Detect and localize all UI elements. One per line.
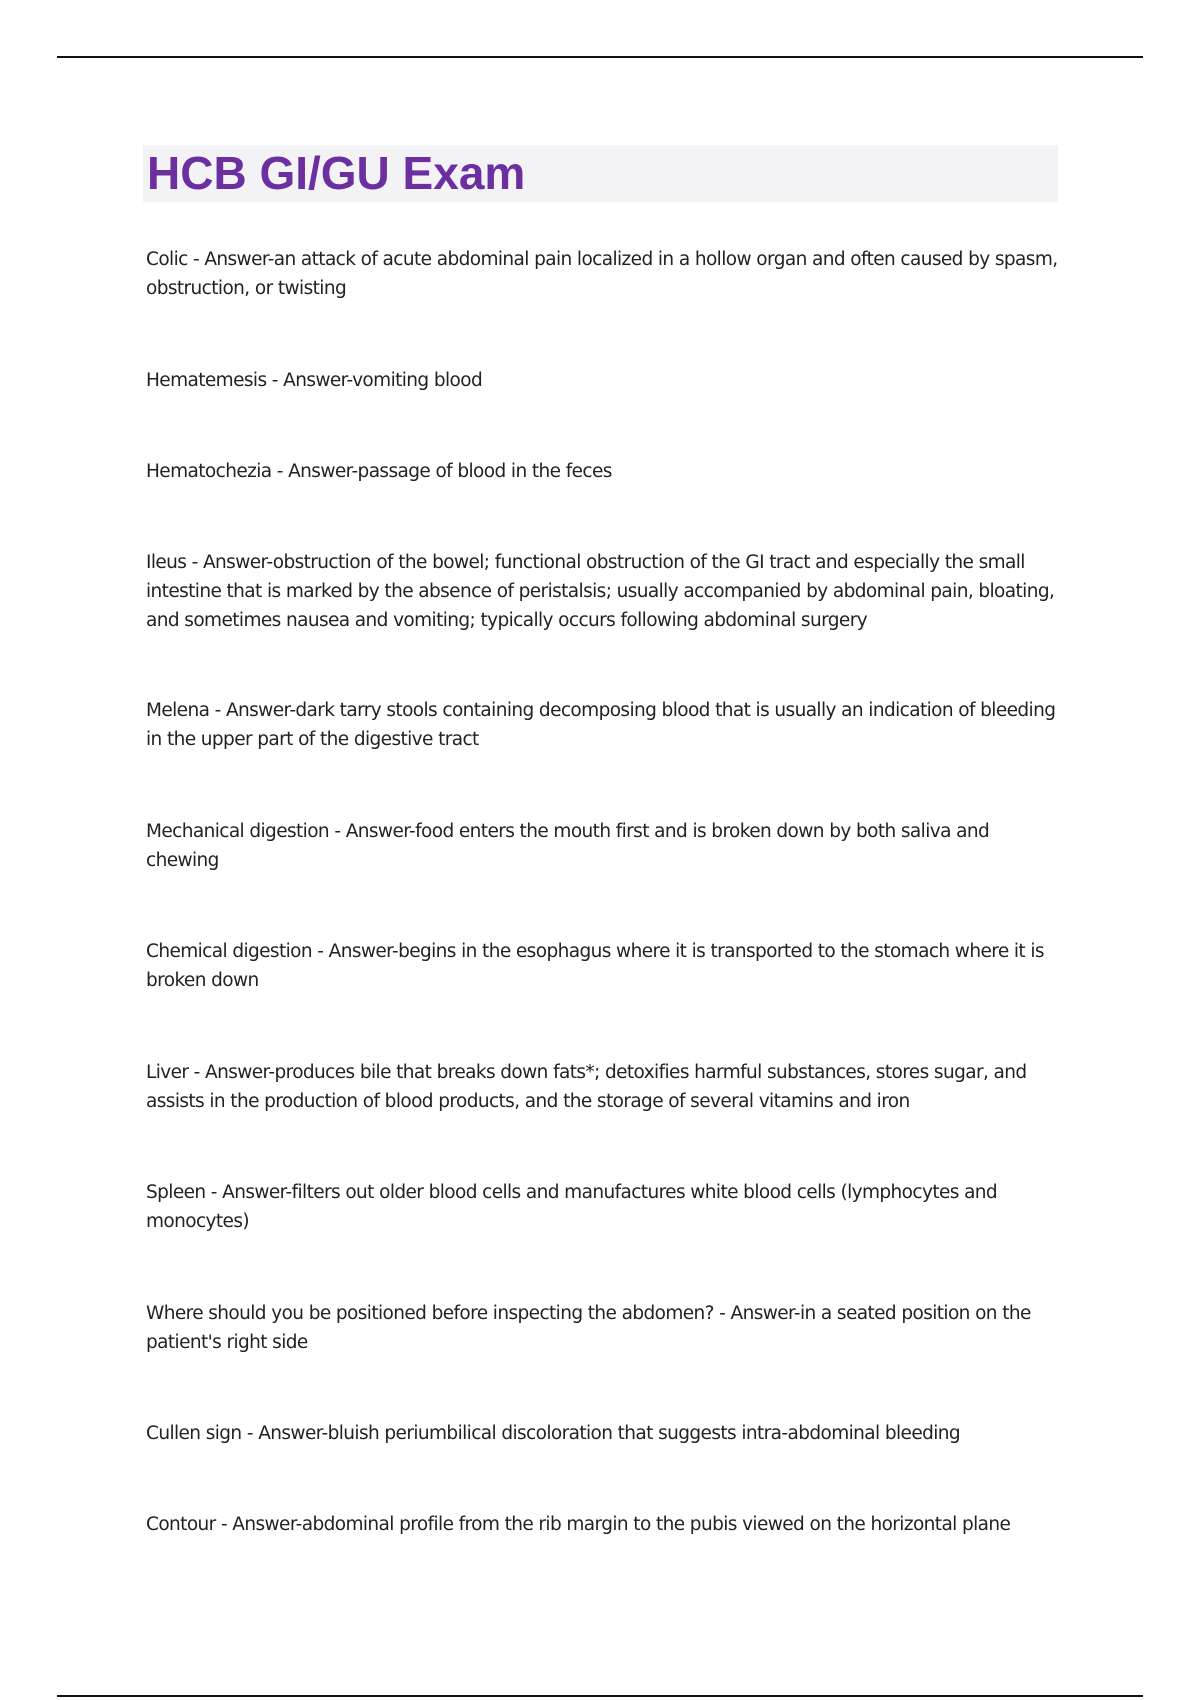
qa-entry-spleen: Spleen - Answer-filters out older blood cells and manufactures white blood cells (lymphocytes and monocytes) — [146, 1182, 998, 1232]
qa-entry-positioning: Where should you be positioned before inspecting the abdomen? - Answer-in a seated position on the patient's right side — [146, 1303, 1031, 1353]
qa-entry-hematemesis: Hematemesis - Answer-vomiting blood — [146, 370, 483, 391]
qa-entry-liver: Liver - Answer-produces bile that breaks down fats*; detoxifies harmful substances, stores sugar, and assists in the production of blood products, and the storage of several vitamins and iron — [146, 1062, 1027, 1112]
qa-entry-colic: Colic - Answer-an attack of acute abdominal pain localized in a hollow organ and often caused by spasm, obstruction, or twisting — [146, 249, 1058, 299]
qa-entry-contour: Contour - Answer-abdominal profile from the rib margin to the pubis viewed on the horizontal plane — [146, 1514, 1011, 1535]
qa-entry-hematochezia: Hematochezia - Answer-passage of blood in the feces — [146, 461, 612, 482]
qa-entry-chemical-digestion: Chemical digestion - Answer-begins in the esophagus where it is transported to the stomach where it is broken down — [146, 941, 1044, 991]
qa-entry-mechanical-digestion: Mechanical digestion - Answer-food enters the mouth first and is broken down by both saliva and chewing — [146, 821, 990, 871]
header-rule — [57, 56, 1143, 58]
page-title: HCB GI/GU Exam — [147, 147, 526, 199]
qa-entry-ileus: Ileus - Answer-obstruction of the bowel; functional obstruction of the GI tract and especially the small intestine that is marked by the absence of peristalsis; usually accompanied by abdominal pain, bloating, and sometimes nausea and vomiting; typically occurs following abdominal surgery — [146, 552, 1055, 631]
qa-entry-cullen-sign: Cullen sign - Answer-bluish periumbilical discoloration that suggests intra-abdominal bleeding — [146, 1423, 961, 1444]
footer-rule — [57, 1695, 1143, 1697]
qa-entry-melena: Melena - Answer-dark tarry stools containing decomposing blood that is usually an indication of bleeding in the upper part of the digestive tract — [146, 700, 1056, 750]
title-box — [143, 145, 1058, 202]
